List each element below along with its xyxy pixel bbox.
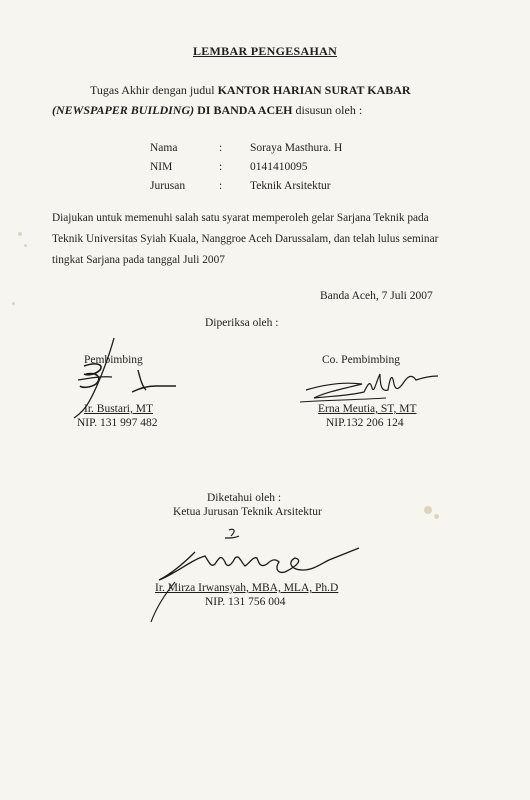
student-label-major: Jurusan (150, 180, 186, 192)
head-of-department-role: Ketua Jurusan Teknik Arsitektur (173, 506, 322, 518)
intro-line-1 (90, 83, 411, 98)
head-of-department-name: Ir. Mirza Irwansyah, MBA, MLA, Ph.D (155, 582, 339, 594)
acknowledged-label: Diketahui oleh : (207, 492, 282, 504)
advisor-nip: NIP. 131 997 482 (77, 417, 158, 429)
approval-paragraph-line: tingkat Sarjana pada tanggal Juli 2007 (52, 254, 225, 266)
approval-paragraph-line: Teknik Universitas Syiah Kuala, Nanggroe Aceh Darussalam, dan telah lulus seminar (52, 233, 439, 245)
paper-speck (424, 506, 432, 514)
paper-speck (18, 232, 22, 236)
student-label-name: Nama (150, 142, 178, 154)
intro-prefix: Tugas Akhir dengan judul (90, 83, 215, 97)
intro-suffix: disusun oleh : (295, 103, 363, 117)
head-of-department-nip: NIP. 131 756 004 (205, 596, 286, 608)
department-head-signature (135, 518, 375, 628)
paper-speck (12, 302, 15, 305)
paper-speck (24, 244, 27, 247)
thesis-title: KANTOR HARIAN SURAT KABAR (217, 83, 411, 97)
student-label-nim: NIM (150, 161, 173, 173)
approval-paragraph-line: Diajukan untuk memenuhi salah satu syarat memperoleh gelar Sarjana Teknik pada (52, 212, 429, 224)
co-advisor-role: Co. Pembimbing (322, 354, 400, 366)
student-sep: : (219, 142, 223, 154)
student-value-major: Teknik Arsitektur (250, 180, 331, 192)
advisor-signature (60, 330, 180, 420)
place-date: Banda Aceh, 7 Juli 2007 (320, 290, 433, 302)
student-sep: : (219, 180, 223, 192)
thesis-location: DI BANDA ACEH (197, 103, 293, 117)
document-title: LEMBAR PENGESAHAN (192, 44, 338, 58)
intro-line-2 (52, 103, 362, 118)
paper-speck (434, 514, 439, 519)
advisor-name: Ir. Bustari, MT (84, 403, 153, 415)
co-advisor-signature (296, 362, 446, 412)
co-advisor-name: Erna Meutia, ST, MT (318, 403, 417, 415)
advisor-role: Pembimbing (84, 354, 143, 366)
thesis-subtitle: (NEWSPAPER BUILDING) (52, 103, 195, 117)
co-advisor-nip: NIP.132 206 124 (326, 417, 404, 429)
student-value-nim: 0141410095 (250, 161, 308, 173)
student-value-name: Soraya Masthura. H (250, 142, 343, 154)
student-sep: : (219, 161, 223, 173)
checked-by-label: Diperiksa oleh : (205, 317, 279, 329)
